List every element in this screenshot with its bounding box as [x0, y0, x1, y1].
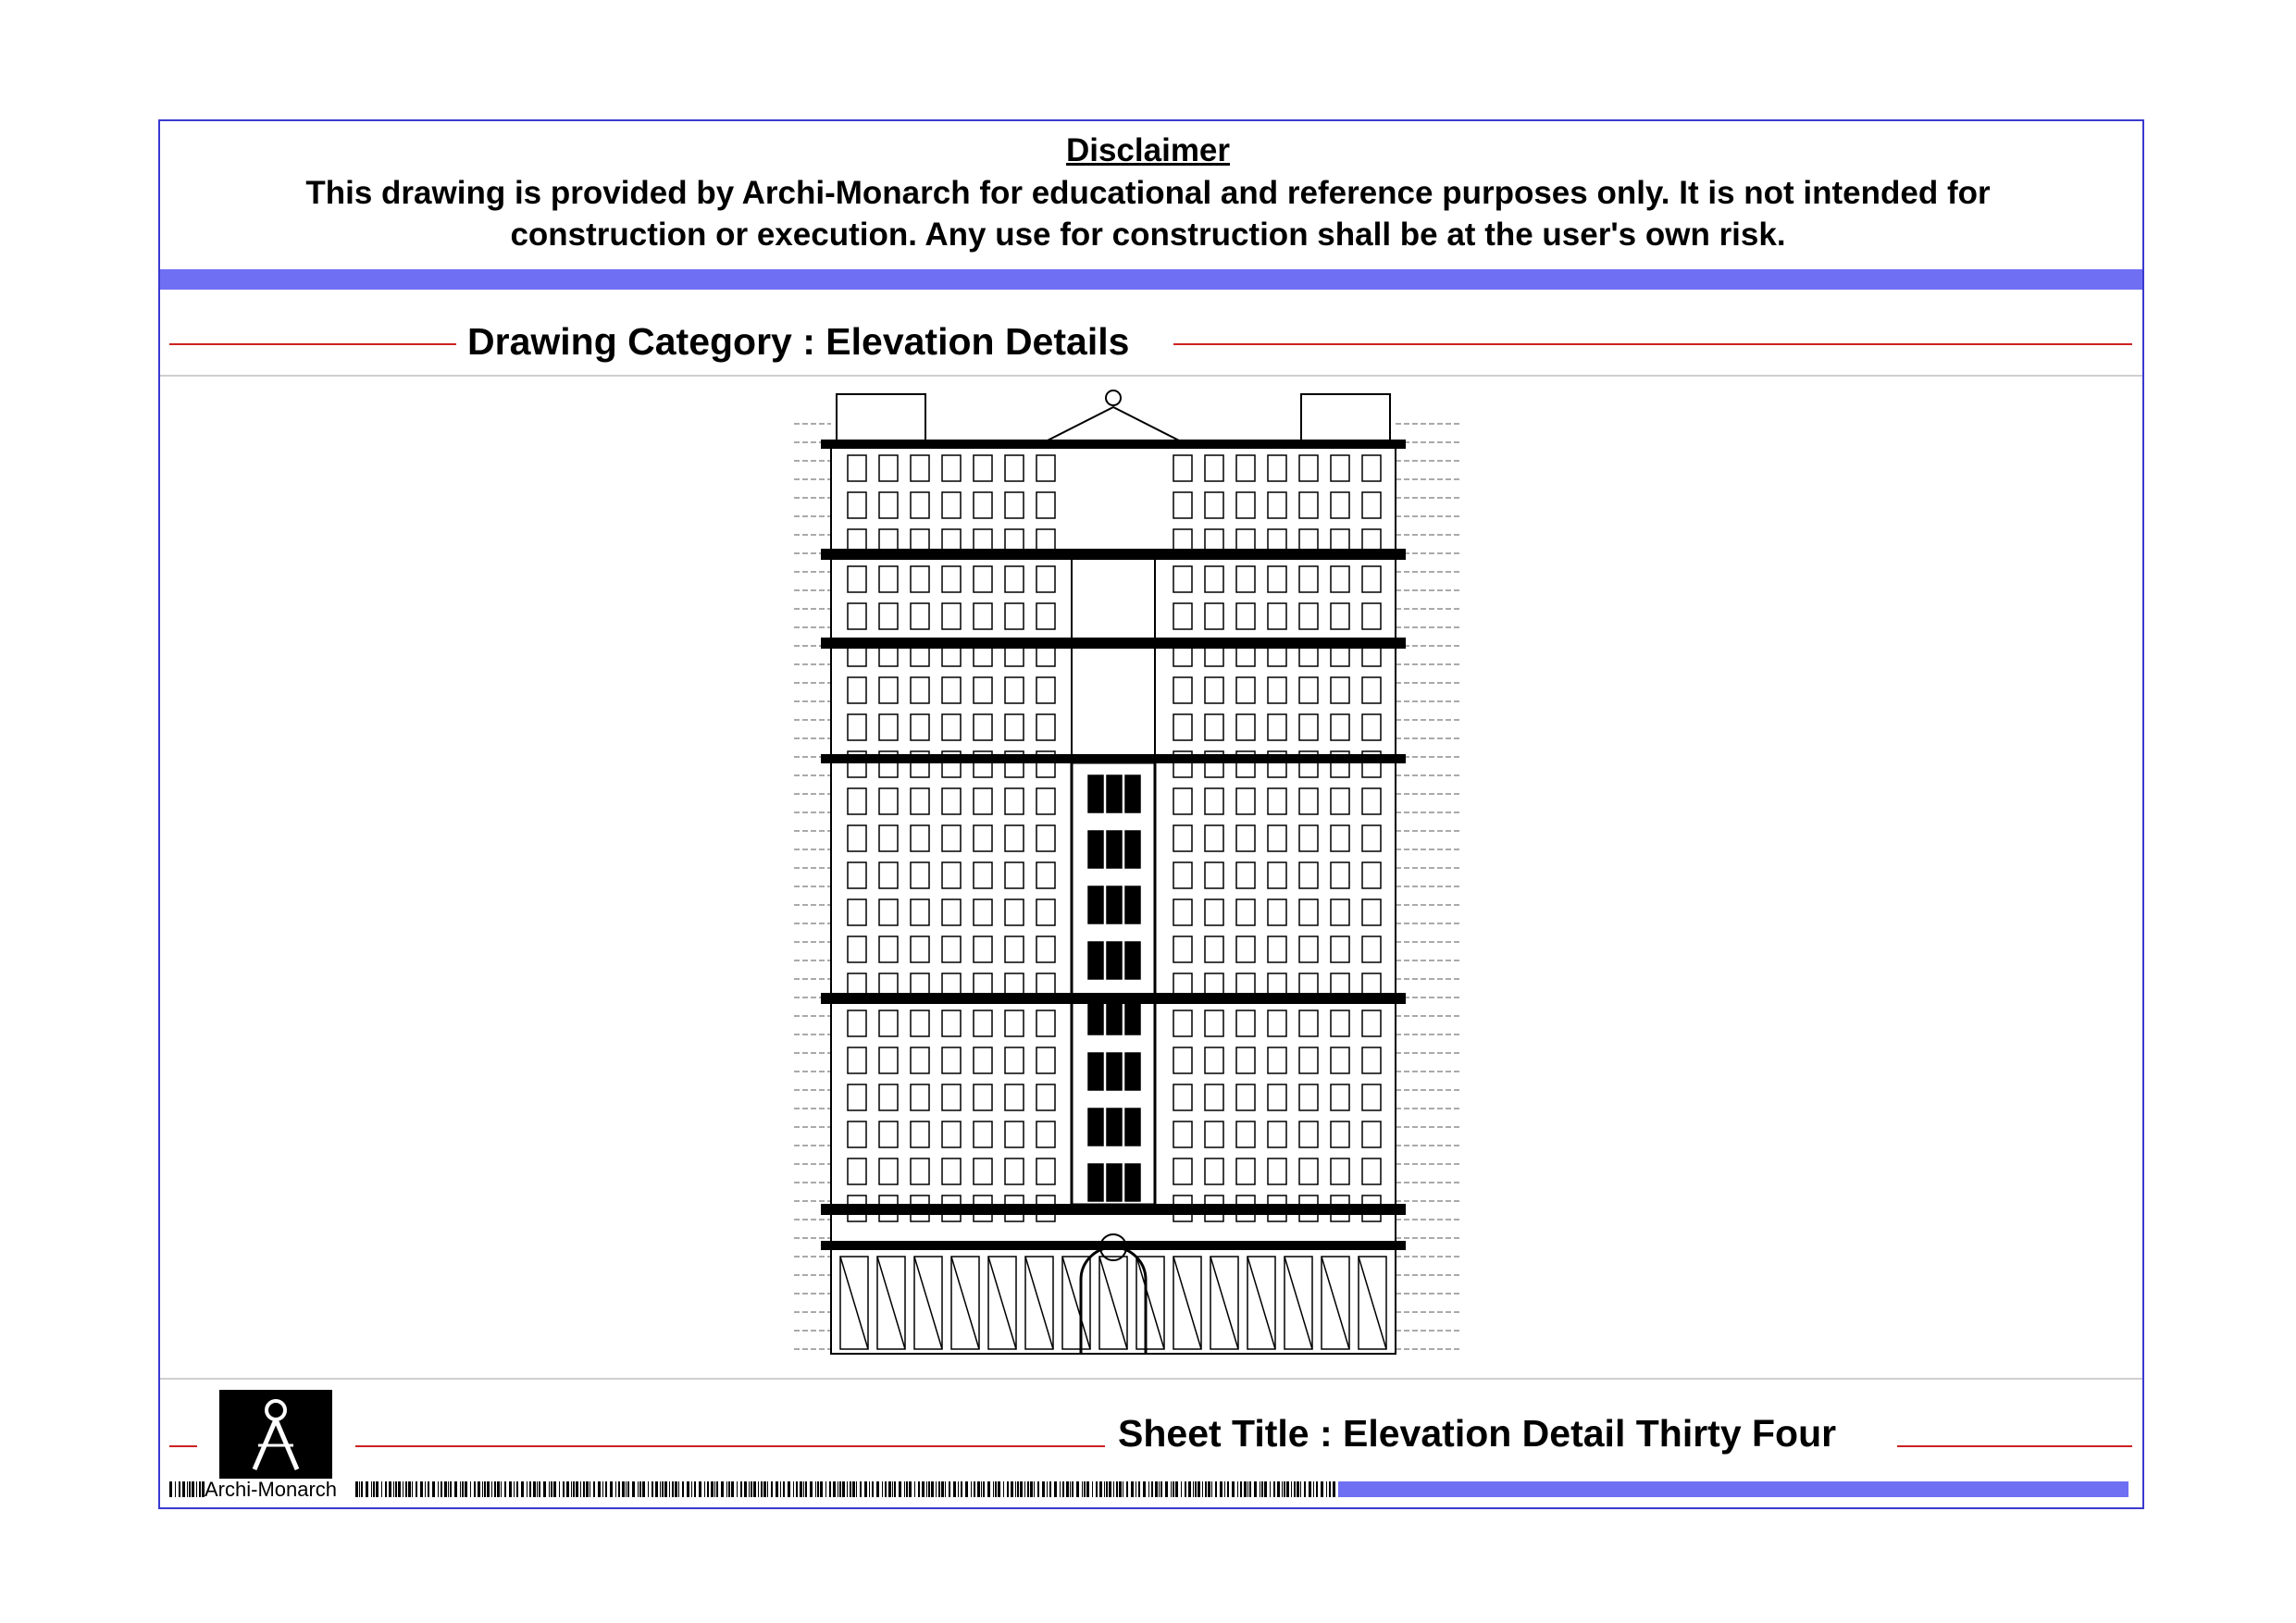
building-elevation-drawing [794, 387, 1471, 1377]
header-band [160, 269, 2142, 290]
footer-divider [160, 1378, 2142, 1380]
brand-name: Archi-Monarch [205, 1478, 338, 1501]
sheet-rule-far-left [169, 1445, 197, 1447]
drawing-category: Drawing Category : Elevation Details [467, 320, 1130, 363]
disclaimer-text: This drawing is provided by Archi-Monarch for educational and reference purposes only. It is not intended for construction or execution. Any use for construction shall be at the user's own risk. [305, 175, 1991, 253]
sheet-rule-right [1897, 1445, 2132, 1447]
category-divider [160, 375, 2142, 377]
barcode-left [169, 1481, 205, 1497]
category-rule-right [1173, 343, 2132, 345]
sheet-title: Sheet Title : Elevation Detail Thirty Four [1118, 1412, 1837, 1455]
category-rule-left [169, 343, 456, 345]
barcode-strip [355, 1481, 1336, 1497]
disclaimer-title: Disclaimer [1065, 132, 1231, 168]
sheet-rule-left [355, 1445, 1105, 1447]
archi-monarch-logo [219, 1390, 332, 1479]
compass-icon [219, 1390, 332, 1479]
footer-band [1338, 1481, 2128, 1497]
